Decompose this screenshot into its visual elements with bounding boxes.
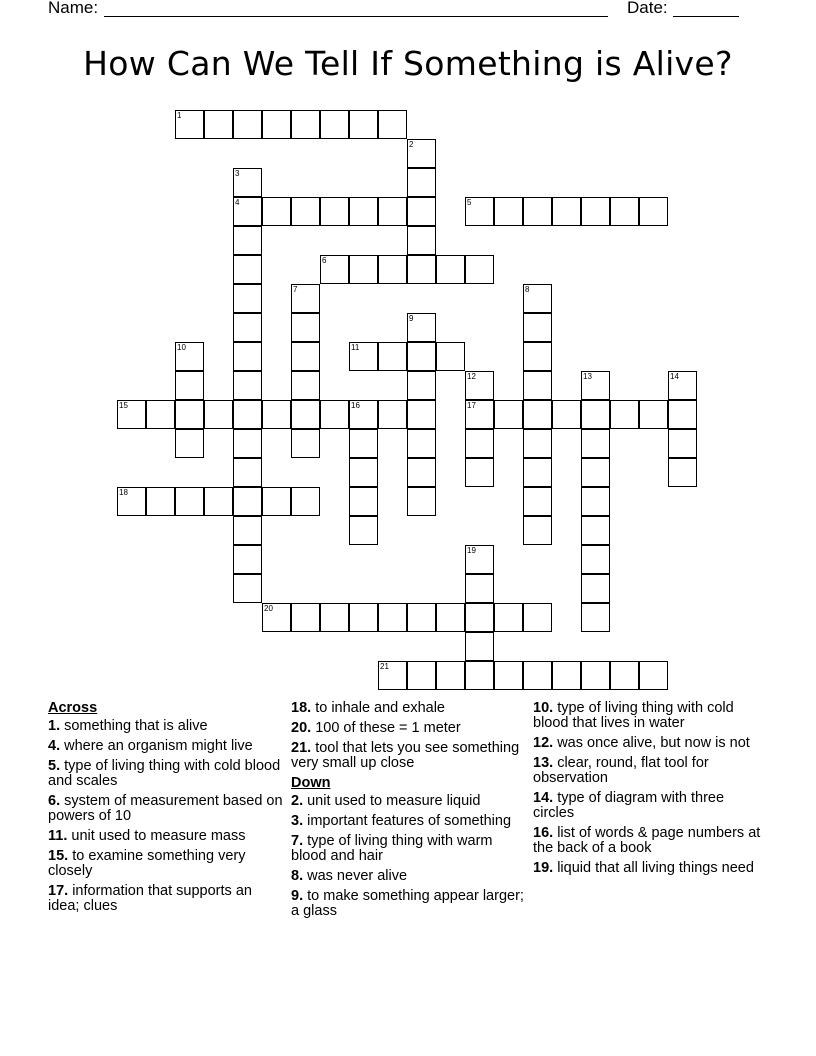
grid-cell[interactable] <box>581 545 610 574</box>
grid-cell[interactable] <box>581 458 610 487</box>
clue-number: 17 <box>467 401 476 410</box>
grid-cell[interactable] <box>378 661 407 690</box>
grid-cell[interactable] <box>291 313 320 342</box>
grid-cell[interactable] <box>494 603 523 632</box>
clue-item <box>291 701 527 716</box>
grid-cell[interactable] <box>581 661 610 690</box>
grid-cell[interactable] <box>610 400 639 429</box>
clue-item-number: 7. <box>291 833 304 849</box>
grid-cell[interactable] <box>233 255 262 284</box>
grid-cell[interactable] <box>494 661 523 690</box>
clue-item-text: to make something appear larger; a glass <box>291 888 524 919</box>
clue-item-text: unit used to measure liquid <box>303 793 481 809</box>
grid-cell[interactable] <box>291 342 320 371</box>
clue-item-text: type of diagram with three circles <box>533 790 725 821</box>
grid-cell[interactable] <box>378 400 407 429</box>
clue-item-text: clear, round, flat tool for observation <box>533 755 709 786</box>
clue-number: 13 <box>583 372 592 381</box>
grid-cell[interactable] <box>175 110 204 139</box>
clue-item-number: 17. <box>48 883 69 899</box>
grid-cell[interactable] <box>436 255 465 284</box>
clue-item-number: 3. <box>291 813 304 829</box>
grid-cell[interactable] <box>465 603 494 632</box>
grid-cell[interactable] <box>233 516 262 545</box>
clue-number: 18 <box>119 488 128 497</box>
grid-cell[interactable] <box>262 197 291 226</box>
clue-item-text: tool that lets you see something very small up close <box>291 740 520 771</box>
grid-cell[interactable] <box>349 516 378 545</box>
grid-cell[interactable] <box>204 400 233 429</box>
clue-number: 16 <box>351 401 360 410</box>
clue-item <box>48 829 284 844</box>
grid-cell[interactable] <box>233 545 262 574</box>
clue-item <box>291 794 527 809</box>
grid-cell[interactable] <box>436 661 465 690</box>
grid-cell[interactable] <box>204 110 233 139</box>
clue-item-text: to inhale and exhale <box>311 700 445 716</box>
clue-item <box>291 834 527 864</box>
grid-cell[interactable] <box>233 429 262 458</box>
clue-item-number: 4. <box>48 738 61 754</box>
grid-cell[interactable] <box>610 197 639 226</box>
grid-cell[interactable] <box>175 342 204 371</box>
clue-number: 10 <box>177 343 186 352</box>
clue-item-number: 20. <box>291 720 312 736</box>
clue-item-text: to examine something very closely <box>48 848 246 879</box>
grid-cell[interactable] <box>465 545 494 574</box>
clue-item-number: 9. <box>291 888 304 904</box>
grid-cell[interactable] <box>349 255 378 284</box>
grid-cell[interactable] <box>523 603 552 632</box>
clue-item <box>48 794 284 824</box>
clue-number: 5 <box>467 198 472 207</box>
grid-cell[interactable] <box>378 342 407 371</box>
clue-item-text: type of living thing with cold blood and scales <box>48 758 281 789</box>
clue-item <box>533 826 769 856</box>
grid-cell[interactable] <box>407 255 436 284</box>
grid-cell[interactable] <box>262 110 291 139</box>
grid-cell[interactable] <box>291 110 320 139</box>
grid-cell[interactable] <box>465 429 494 458</box>
clue-number: 3 <box>235 169 240 178</box>
grid-cell[interactable] <box>639 197 668 226</box>
grid-cell[interactable] <box>523 313 552 342</box>
grid-cell[interactable] <box>465 574 494 603</box>
clue-item <box>48 884 284 914</box>
grid-cell[interactable] <box>407 226 436 255</box>
grid-cell[interactable] <box>523 661 552 690</box>
clue-item <box>533 861 769 876</box>
grid-cell[interactable] <box>291 400 320 429</box>
grid-cell[interactable] <box>581 603 610 632</box>
grid-cell[interactable] <box>610 661 639 690</box>
grid-cell[interactable] <box>407 342 436 371</box>
grid-cell[interactable] <box>407 400 436 429</box>
grid-cell[interactable] <box>523 284 552 313</box>
grid-cell[interactable] <box>523 458 552 487</box>
clue-item-text: list of words & page numbers at the back of a book <box>533 825 761 856</box>
clues-column-3 <box>533 701 769 881</box>
grid-cell[interactable] <box>320 603 349 632</box>
grid-cell[interactable] <box>407 429 436 458</box>
clue-item-text: unit used to measure mass <box>67 828 246 844</box>
clue-item-text: was once alive, but now is not <box>553 735 750 751</box>
clue-number: 8 <box>525 285 530 294</box>
clue-item <box>291 741 527 771</box>
grid-cell[interactable] <box>581 574 610 603</box>
clue-item <box>48 719 284 734</box>
grid-cell[interactable] <box>349 342 378 371</box>
clue-item-text: type of living thing with cold blood that lives in water <box>533 700 734 731</box>
clue-number: 7 <box>293 285 298 294</box>
grid-cell[interactable] <box>494 400 523 429</box>
clue-item-number: 1. <box>48 718 61 734</box>
grid-cell[interactable] <box>668 458 697 487</box>
grid-cell[interactable] <box>291 429 320 458</box>
grid-cell[interactable] <box>349 197 378 226</box>
grid-cell[interactable] <box>320 197 349 226</box>
clue-item <box>48 739 284 754</box>
grid-cell[interactable] <box>233 313 262 342</box>
clue-item-number: 15. <box>48 848 69 864</box>
grid-cell[interactable] <box>639 661 668 690</box>
clue-item-text: something that is alive <box>60 718 208 734</box>
grid-cell[interactable] <box>146 400 175 429</box>
grid-cell[interactable] <box>523 487 552 516</box>
grid-cell[interactable] <box>668 371 697 400</box>
clue-item-text: liquid that all living things need <box>553 860 754 876</box>
grid-cell[interactable] <box>465 632 494 661</box>
grid-cell[interactable] <box>233 226 262 255</box>
clue-number: 2 <box>409 140 414 149</box>
clue-number: 19 <box>467 546 476 555</box>
grid-cell[interactable] <box>523 197 552 226</box>
grid-cell[interactable] <box>581 371 610 400</box>
grid-cell[interactable] <box>291 197 320 226</box>
clue-item <box>48 759 284 789</box>
grid-cell[interactable] <box>581 400 610 429</box>
grid-cell[interactable] <box>465 661 494 690</box>
grid-cell[interactable] <box>378 110 407 139</box>
clues-column-1 <box>48 701 284 919</box>
clue-item <box>291 814 527 829</box>
grid-cell[interactable] <box>465 197 494 226</box>
grid-cell[interactable] <box>262 400 291 429</box>
clue-item-text: important features of something <box>303 813 512 829</box>
clue-item <box>291 869 527 884</box>
grid-cell[interactable] <box>233 197 262 226</box>
grid-cell[interactable] <box>523 400 552 429</box>
clue-item-text: was never alive <box>303 868 408 884</box>
grid-cell[interactable] <box>262 603 291 632</box>
grid-cell[interactable] <box>233 168 262 197</box>
clue-number: 9 <box>409 314 414 323</box>
clue-item-number: 16. <box>533 825 554 841</box>
grid-cell[interactable] <box>175 400 204 429</box>
grid-cell[interactable] <box>291 284 320 313</box>
grid-cell[interactable] <box>291 603 320 632</box>
grid-cell[interactable] <box>320 255 349 284</box>
grid-cell[interactable] <box>407 458 436 487</box>
grid-cell[interactable] <box>523 516 552 545</box>
clue-item-text: system of measurement based on powers of 10 <box>48 793 283 824</box>
grid-cell[interactable] <box>349 429 378 458</box>
clue-item <box>48 849 284 879</box>
grid-cell[interactable] <box>523 429 552 458</box>
clue-item <box>533 736 769 751</box>
grid-cell[interactable] <box>581 487 610 516</box>
grid-cell[interactable] <box>581 429 610 458</box>
grid-cell[interactable] <box>349 603 378 632</box>
grid-cell[interactable] <box>523 342 552 371</box>
clue-number: 15 <box>119 401 128 410</box>
name-label: Name: <box>48 0 99 17</box>
clue-item <box>291 721 527 736</box>
grid-cell[interactable] <box>465 400 494 429</box>
clue-item-text: 100 of these = 1 meter <box>311 720 461 736</box>
grid-cell[interactable] <box>320 400 349 429</box>
grid-cell[interactable] <box>175 371 204 400</box>
grid-cell[interactable] <box>436 603 465 632</box>
grid-cell[interactable] <box>175 487 204 516</box>
grid-cell[interactable] <box>233 371 262 400</box>
grid-cell[interactable] <box>378 255 407 284</box>
grid-cell[interactable] <box>291 371 320 400</box>
clue-number: 21 <box>380 662 389 671</box>
clue-item-number: 21. <box>291 740 312 756</box>
grid-cell[interactable] <box>407 603 436 632</box>
grid-cell[interactable] <box>552 661 581 690</box>
grid-cell[interactable] <box>233 110 262 139</box>
grid-cell[interactable] <box>581 197 610 226</box>
clue-item-number: 13. <box>533 755 554 771</box>
clue-item <box>533 701 769 731</box>
grid-cell[interactable] <box>436 342 465 371</box>
grid-cell[interactable] <box>117 400 146 429</box>
clue-item-number: 19. <box>533 860 554 876</box>
grid-cell[interactable] <box>349 487 378 516</box>
clue-number: 6 <box>322 256 327 265</box>
clue-number: 1 <box>177 111 182 120</box>
grid-cell[interactable] <box>465 371 494 400</box>
grid-cell[interactable] <box>349 110 378 139</box>
grid-cell[interactable] <box>204 487 233 516</box>
grid-cell[interactable] <box>175 429 204 458</box>
grid-cell[interactable] <box>639 400 668 429</box>
clue-number: 4 <box>235 198 240 207</box>
grid-cell[interactable] <box>407 487 436 516</box>
grid-cell[interactable] <box>668 429 697 458</box>
clue-item-number: 14. <box>533 790 554 806</box>
clue-number: 11 <box>351 343 360 352</box>
clue-item-number: 18. <box>291 700 312 716</box>
grid-cell[interactable] <box>117 487 146 516</box>
grid-cell[interactable] <box>407 371 436 400</box>
grid-cell[interactable] <box>146 487 175 516</box>
grid-cell[interactable] <box>581 516 610 545</box>
grid-cell[interactable] <box>465 255 494 284</box>
grid-cell[interactable] <box>407 313 436 342</box>
grid-cell[interactable] <box>378 197 407 226</box>
grid-cell[interactable] <box>465 458 494 487</box>
grid-cell[interactable] <box>407 168 436 197</box>
clue-item <box>291 889 527 919</box>
grid-cell[interactable] <box>233 284 262 313</box>
grid-cell[interactable] <box>320 110 349 139</box>
grid-cell[interactable] <box>494 197 523 226</box>
grid-cell[interactable] <box>233 574 262 603</box>
clue-item-number: 2. <box>291 793 304 809</box>
grid-cell[interactable] <box>668 400 697 429</box>
grid-cell[interactable] <box>233 400 262 429</box>
down-heading: Down <box>291 775 331 791</box>
grid-cell[interactable] <box>407 661 436 690</box>
clue-item-number: 10. <box>533 700 554 716</box>
clue-number: 14 <box>670 372 679 381</box>
clue-item-text: where an organism might live <box>60 738 253 754</box>
grid-cell[interactable] <box>407 139 436 168</box>
grid-cell[interactable] <box>349 458 378 487</box>
clue-number: 20 <box>264 604 273 613</box>
clue-item-number: 12. <box>533 735 554 751</box>
clue-item-number: 6. <box>48 793 61 809</box>
clues-column-2 <box>291 701 527 924</box>
grid-cell[interactable] <box>233 487 262 516</box>
clue-item <box>533 756 769 786</box>
grid-cell[interactable] <box>233 342 262 371</box>
grid-cell[interactable] <box>407 197 436 226</box>
grid-cell[interactable] <box>349 400 378 429</box>
grid-cell[interactable] <box>552 400 581 429</box>
across-heading: Across <box>48 700 98 716</box>
clue-item-number: 11. <box>48 828 68 844</box>
clue-item-text: type of living thing with warm blood and hair <box>291 833 493 864</box>
clue-item <box>533 791 769 821</box>
grid-cell[interactable] <box>233 458 262 487</box>
grid-cell[interactable] <box>552 197 581 226</box>
clue-number: 12 <box>467 372 476 381</box>
grid-cell[interactable] <box>378 603 407 632</box>
grid-cell[interactable] <box>291 487 320 516</box>
clue-item-number: 5. <box>48 758 61 774</box>
clue-item-text: information that supports an idea; clues <box>48 883 252 914</box>
grid-cell[interactable] <box>262 487 291 516</box>
date-label: Date: <box>627 0 668 17</box>
puzzle-title: How Can We Tell If Something is Alive? <box>83 44 733 83</box>
grid-cell[interactable] <box>523 371 552 400</box>
clue-item-number: 8. <box>291 868 304 884</box>
